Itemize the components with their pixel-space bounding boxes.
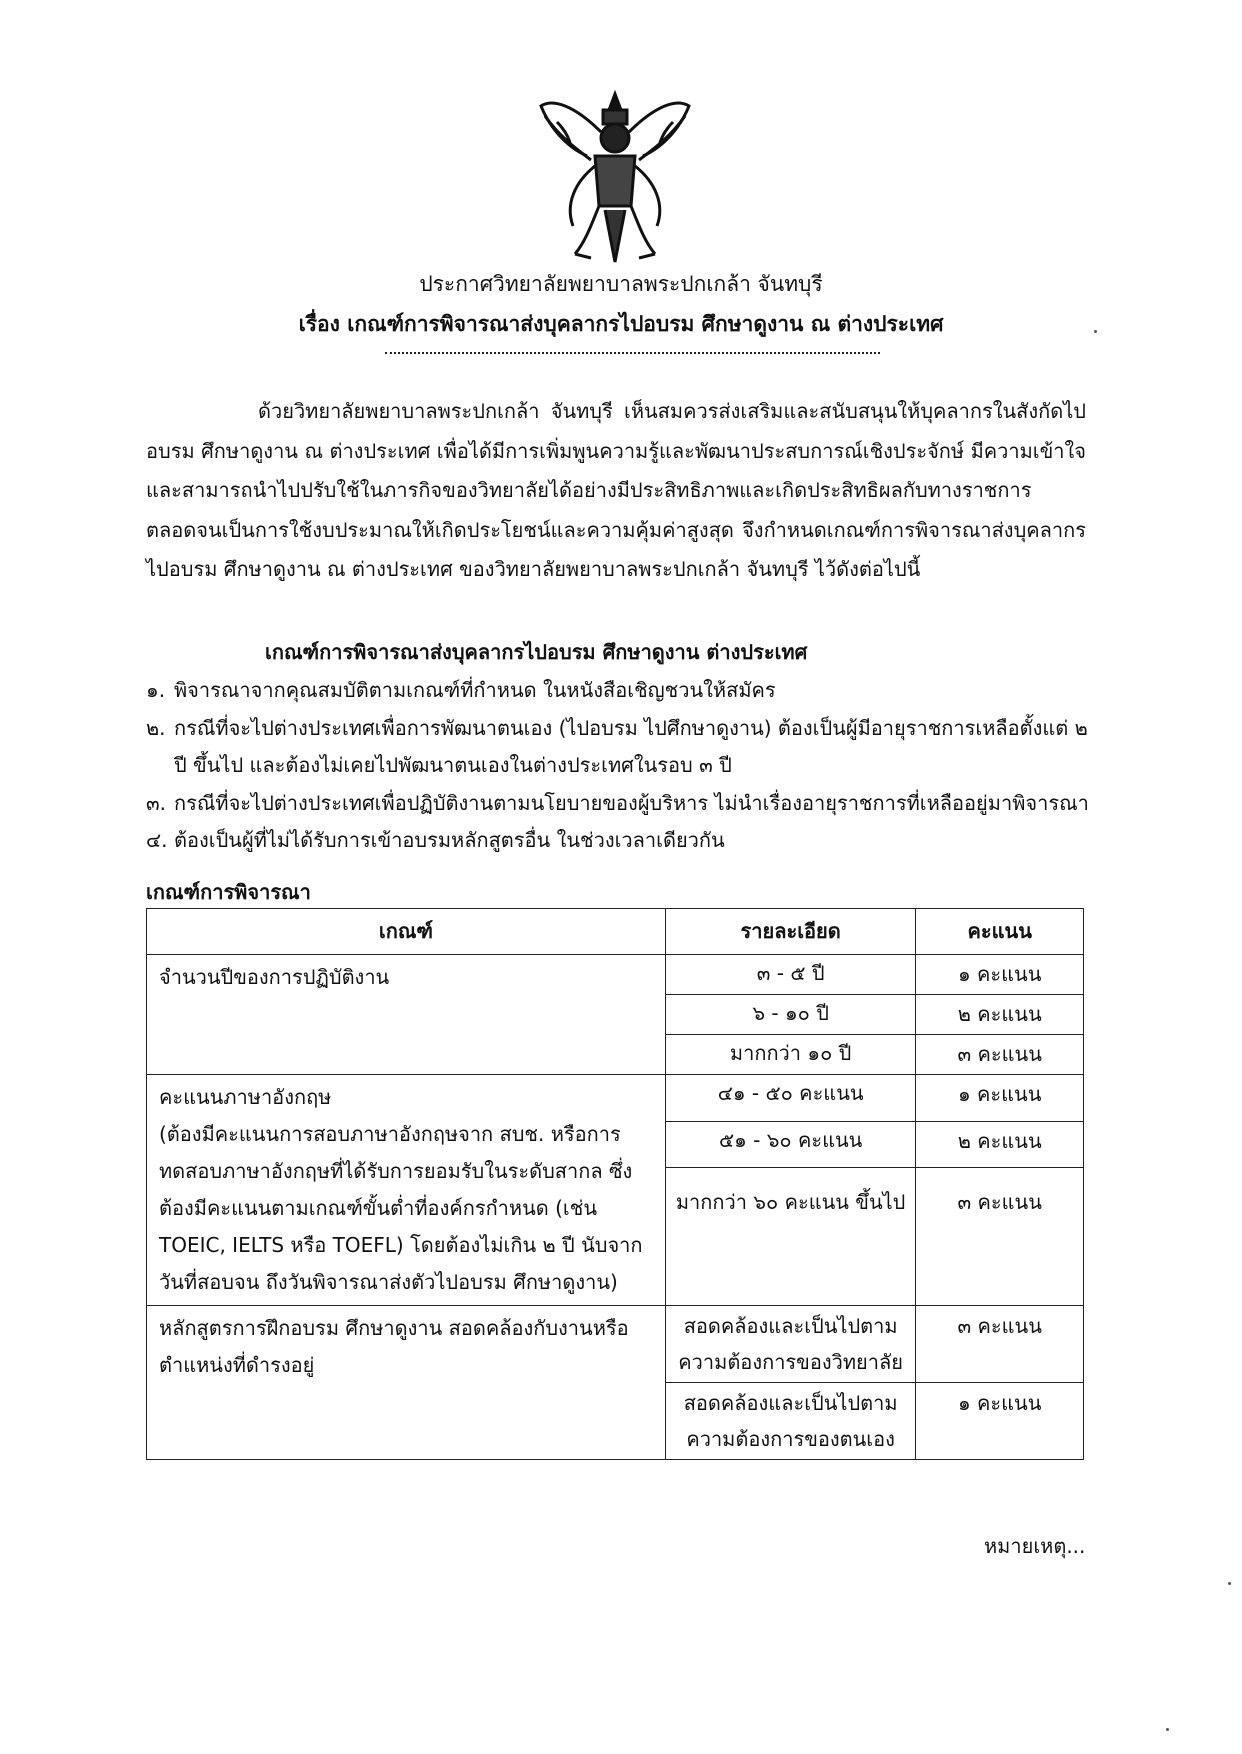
list-item: ๑. พิจารณาจากคุณสมบัติตามเกณฑ์ที่กำหนด ในหนังสือเชิญชวนให้สมัคร [146, 678, 776, 702]
scan-speck [1094, 330, 1097, 333]
criteria-table [146, 908, 1084, 1460]
intro-text: ด้วยวิทยาลัยพยาบาลพระปกเกล้า จันทบุรี เห็นสมควรส่งเสริมและสนับสนุนให้บุคลากรในสังกัดไปอบรม ศึกษาดูงาน ณ ต่างประเทศ เพื่อได้มีการเพิ่มพูนความรู้และพัฒนาประสบการณ์เชิงประจักษ์ มีความเข้าใจและสามารถนำไปปรับใช้ในภารกิจของวิทยาลัยได้อย่างมีประสิทธิภาพและเกิดประสิทธิผลกับทางราชการ ตลอดจนเป็นการใช้งบประมาณให้เกิดประโยชน์และความคุ้มค่าสูงสุด จึงกำหนดเกณฑ์การพิจารณาส่งบุคลากรไปอบรม ศึกษาดูงาน ณ ต่างประเทศ ของวิทยาลัยพยาบาลพระปกเกล้า จันทบุรี ไว้ดังต่อไปนี้ [146, 399, 1086, 581]
detail-cell: มากกว่า ๑๐ ปี [665, 1035, 916, 1075]
table-label: เกณฑ์การพิจารณา [146, 880, 311, 904]
score-cell: ๑ คะแนน [916, 1075, 1084, 1122]
detail-cell: ๕๑ - ๖๐ คะแนน [665, 1121, 916, 1168]
criterion-cell: จำนวนปีของการปฏิบัติงาน [147, 955, 666, 1075]
detail-cell: ๖ - ๑๐ ปี [665, 995, 916, 1035]
detail-cell: ๔๑ - ๕๐ คะแนน [665, 1075, 916, 1122]
table-row [147, 955, 1084, 995]
announcement-title: ประกาศวิทยาลัยพยาบาลพระปกเกล้า จันทบุรี [419, 272, 823, 296]
header-detail: รายละเอียด [665, 909, 916, 955]
detail-cell: สอดคล้องและเป็นไปตามความต้องการของวิทยาลัย [665, 1306, 916, 1383]
header-score: คะแนน [916, 909, 1084, 955]
score-cell: ๒ คะแนน [916, 1121, 1084, 1168]
score-cell: ๑ คะแนน [916, 955, 1084, 995]
score-cell: ๓ คะแนน [916, 1035, 1084, 1075]
score-cell: ๓ คะแนน [916, 1306, 1084, 1383]
criterion-cell: หลักสูตรการฝึกอบรม ศึกษาดูงาน สอดคล้องกับงานหรือตำแหน่งที่ดำรงอยู่ [147, 1306, 666, 1460]
criterion-cell [147, 1075, 666, 1306]
criterion-note: (ต้องมีคะแนนการสอบภาษาอังกฤษจาก สบช. หรือการทดสอบภาษาอังกฤษที่ได้รับการยอมรับในระดับสากล ซึ่งต้องมีคะแนนตามเกณฑ์ขั้นต่ำที่องค์กรกำหนด (เช่น TOEIC, IELTS หรือ TOEFL) โดยต้องไม่เกิน ๒ ปี นับจากวันที่สอบจน ถึงวันพิจารณาส่งตัวไปอบรม ศึกษาดูงาน) [159, 1122, 643, 1294]
list-item: ๒. กรณีที่จะไปต่างประเทศเพื่อการพัฒนาตนเอง (ไปอบรม ไปศึกษาดูงาน) ต้องเป็นผู้มีอายุราชการเหลือตั้งแต่ ๒ ปี ขึ้นไป และต้องไม่เคยไปพัฒนาตนเองในต่างประเทศในรอบ ๓ ปี [146, 715, 1088, 777]
list-item: ๓. กรณีที่จะไปต่างประเทศเพื่อปฏิบัติงานตามนโยบายของผู้บริหาร ไม่นำเรื่องอายุราชการที่เหลืออยู่มาพิจารณา [146, 790, 1089, 815]
intro-paragraph [146, 392, 1086, 590]
continuation-note: หมายเหตุ... [984, 1534, 1086, 1558]
criteria-heading: เกณฑ์การพิจารณาส่งบุคลากรไปอบรม ศึกษาดูงาน ต่างประเทศ [265, 640, 808, 664]
table-row [147, 1306, 1084, 1383]
detail-cell: สอดคล้องและเป็นไปตามความต้องการของตนเอง [665, 1383, 916, 1460]
announcement-subject: เรื่อง เกณฑ์การพิจารณาส่งบุคลากรไปอบรม ศึกษาดูงาน ณ ต่างประเทศ [298, 312, 944, 336]
scan-speck [1166, 1728, 1169, 1731]
score-cell: ๓ คะแนน [916, 1168, 1084, 1306]
criteria-list [146, 672, 1096, 860]
scan-speck [1228, 1582, 1231, 1585]
detail-cell: มากกว่า ๖๐ คะแนน ขึ้นไป [665, 1168, 916, 1306]
header-criterion: เกณฑ์ [147, 909, 666, 955]
detail-cell: ๓ - ๕ ปี [665, 955, 916, 995]
table-row [147, 1075, 1084, 1122]
garuda-emblem-icon [535, 86, 695, 266]
dotted-divider [385, 344, 880, 354]
table-header-row [147, 909, 1084, 955]
score-cell: ๒ คะแนน [916, 995, 1084, 1035]
score-cell: ๑ คะแนน [916, 1383, 1084, 1460]
list-item: ๔. ต้องเป็นผู้ที่ไม่ได้รับการเข้าอบรมหลักสูตรอื่น ในช่วงเวลาเดียวกัน [146, 828, 725, 852]
criterion-title: คะแนนภาษาอังกฤษ [159, 1085, 332, 1109]
